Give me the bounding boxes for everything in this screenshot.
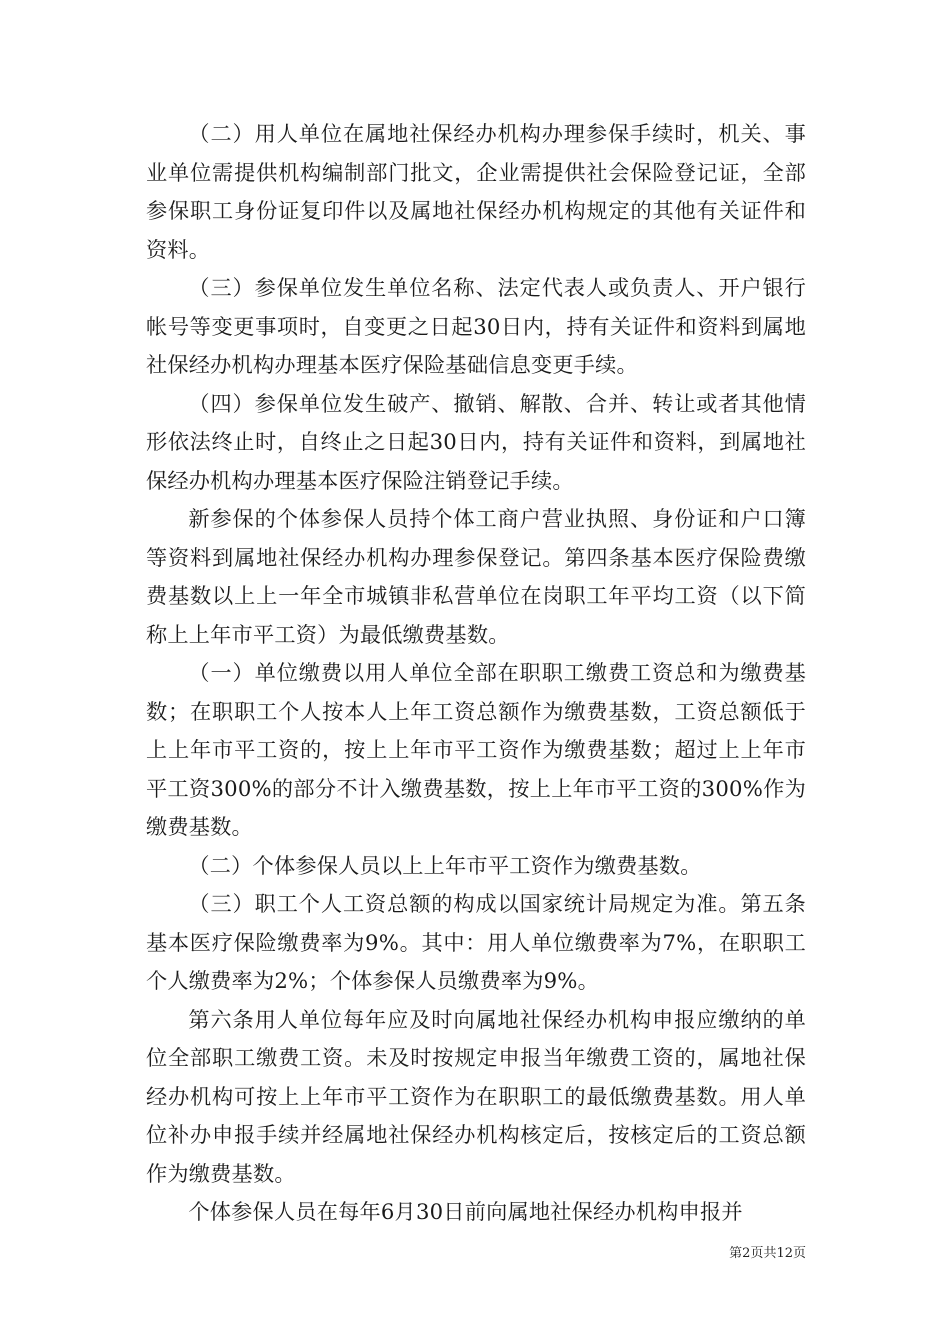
paragraph: 新参保的个体参保人员持个体工商户营业执照、身份证和户口簿等资料到属地社保经办机构办理参保登记。第四条基本医疗保险费缴费基数以上上一年全市城镇非私营单位在岗职工年平均工资（以下简称上上年市平工资）为最低缴费基数。 — [146, 506, 806, 647]
paragraph: （一）单位缴费以用人单位全部在职职工缴费工资总和为缴费基数；在职职工个人按本人上年工资总额作为缴费基数，工资总额低于上上年市平工资的，按上上年市平工资作为缴费基数；超过上上年市平工资300%的部分不计入缴费基数，按上上年市平工资的300%作为缴费基数。 — [146, 660, 806, 839]
page-number-footer: 第2页共12页 — [729, 1246, 806, 1261]
paragraph: （二）个体参保人员以上上年市平工资作为缴费基数。 — [188, 852, 702, 878]
paragraph: （四）参保单位发生破产、撤销、解散、合并、转让或者其他情形依法终止时，自终止之日起30日内，持有关证件和资料，到属地社保经办机构办理基本医疗保险注销登记手续。 — [146, 390, 806, 493]
paragraph: 第六条用人单位每年应及时向属地社保经办机构申报应缴纳的单位全部职工缴费工资。未及时按规定申报当年缴费工资的，属地社保经办机构可按上上年市平工资作为在职职工的最低缴费基数。用人单位补办申报手续并经属地社保经办机构核定后，按核定后的工资总额作为缴费基数。 — [146, 1006, 806, 1186]
document-body — [146, 115, 806, 1232]
paragraph: （三）参保单位发生单位名称、法定代表人或负责人、开户银行帐号等变更事项时，自变更之日起30日内，持有关证件和资料到属地社保经办机构办理基本医疗保险基础信息变更手续。 — [146, 275, 806, 377]
paragraph: 个体参保人员在每年6月30日前向属地社保经办机构申报并 — [188, 1199, 743, 1224]
paragraph: （三）职工个人工资总额的构成以国家统计局规定为准。第五条基本医疗保险缴费率为9%。其中：用人单位缴费率为7%，在职职工个人缴费率为2%；个体参保人员缴费率为9%。 — [146, 891, 806, 993]
paragraph: （二）用人单位在属地社保经办机构办理参保手续时，机关、事业单位需提供机构编制部门批文，企业需提供社会保险登记证，全部参保职工身份证复印件以及属地社保经办机构规定的其他有关证件和资料。 — [146, 121, 806, 262]
